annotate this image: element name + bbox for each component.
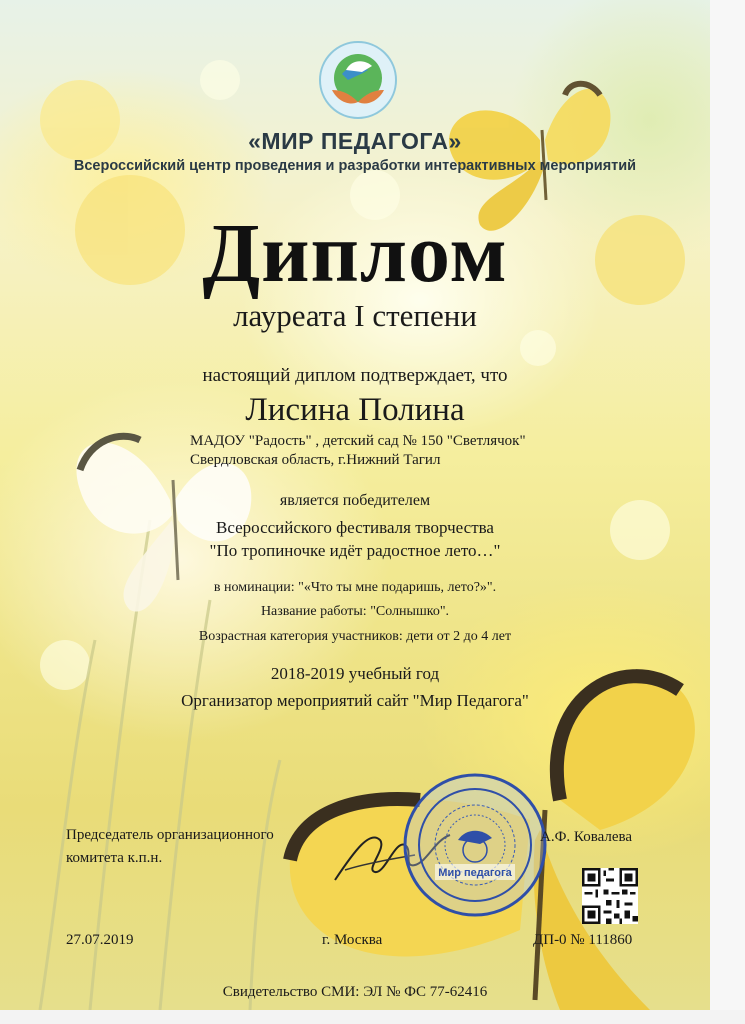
org-name: «МИР ПЕДАГОГА» (248, 128, 462, 154)
seal-text: Мир педагога (438, 867, 512, 879)
academic-year: 2018-2019 учебный год (270, 664, 440, 683)
age-category: Возрастная категория участников: дети от 2 до 4 лет (198, 629, 512, 644)
work-title: Название работы: "Солнышко". (260, 604, 450, 619)
confirm-text: настоящий диплом подтверждает, что (202, 365, 508, 386)
institution-line-1: МАДОУ "Радость" , детский сад № 150 "Светлячок" (190, 433, 526, 449)
round-stamp-icon (400, 770, 550, 920)
issue-date: 27.07.2019 (66, 932, 134, 948)
winner-text: является победителем (279, 492, 431, 509)
institution-line-2: Свердловская область, г.Нижний Тагил (190, 452, 441, 468)
globe-dove-hands-icon (318, 40, 398, 120)
document-number: ДП-0 № 111860 (533, 932, 633, 948)
qr-code-icon (582, 868, 638, 924)
scan-margin-bottom (0, 1010, 745, 1024)
chair-title-line-2: комитета к.п.н. (66, 850, 163, 866)
nomination: в номинации: "«Что ты мне подаришь, лето?»". (213, 580, 497, 595)
chair-name: А.Ф. Ковалева (540, 829, 633, 845)
festival-line-2: "По тропиночке идёт радостное лето…" (209, 541, 501, 560)
scan-margin-right (710, 0, 745, 1024)
chair-title-line-1: Председатель организационного (66, 827, 274, 843)
diploma-subtitle: лауреата I степени (233, 298, 477, 333)
media-registration: Свидетельство СМИ: ЭЛ № ФС 77-62416 (222, 984, 488, 1000)
org-description: Всероссийский центр проведения и разработки интерактивных мероприятий (73, 158, 637, 174)
organizer: Организатор мероприятий сайт "Мир Педагога" (181, 691, 529, 710)
recipient-name: Лисина Полина (245, 392, 465, 428)
issue-city: г. Москва (322, 932, 383, 948)
diploma-title: Диплом (202, 207, 508, 300)
festival-line-1: Всероссийского фестиваля творчества (216, 518, 494, 537)
